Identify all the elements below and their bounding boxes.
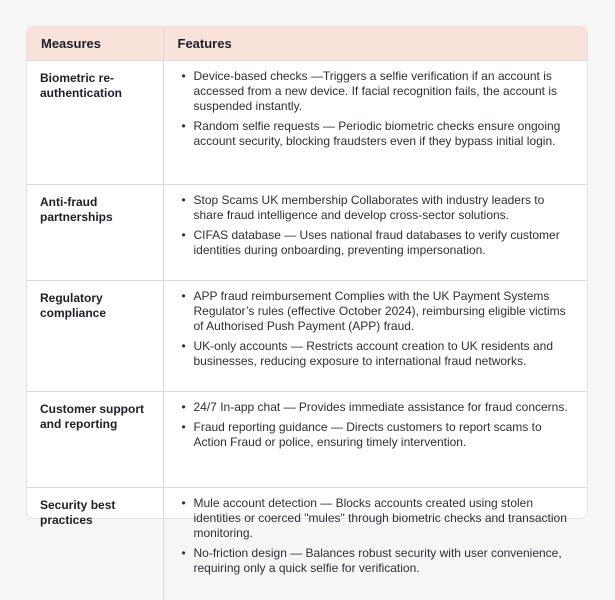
feature-list <box>180 400 578 450</box>
feature-text: UK-only accounts — Restricts account creation to UK residents and businesses, reducing exposure to international fraud networks. <box>194 339 554 368</box>
feature-item <box>180 546 578 576</box>
feature-text: No-friction design — Balances robust security with user convenience, requiring only a quick selfie for verification. <box>194 546 562 575</box>
feature-text: Fraud reporting guidance — Directs customers to report scams to Action Fraud or police, ensuring timely intervention. <box>194 420 542 449</box>
bullet-icon: • <box>182 119 186 134</box>
feature-text: CIFAS database — Uses national fraud databases to verify customer identities during onboarding, preventing impersonation. <box>194 228 560 257</box>
measure-cell: Security best practices <box>27 488 163 600</box>
column-header-features: Features <box>163 27 587 61</box>
feature-text: Random selfie requests — Periodic biometric checks ensure ongoing account security, blocking fraudsters even if they bypass initial login. <box>194 119 561 148</box>
feature-text: Device-based checks —Triggers a selfie verification if an account is accessed from a new device. If facial recognition fails, the account is suspended instantly. <box>194 69 558 113</box>
table-row <box>27 392 587 488</box>
feature-item <box>180 339 578 369</box>
measures-table-card <box>26 26 588 519</box>
column-header-measures: Measures <box>27 27 163 61</box>
bullet-icon: • <box>182 339 186 354</box>
measures-table <box>27 27 587 600</box>
bullet-icon: • <box>182 546 186 561</box>
bullet-icon: • <box>182 69 186 84</box>
feature-item <box>180 193 578 223</box>
bullet-icon: • <box>182 420 186 435</box>
table-header-row <box>27 27 587 61</box>
feature-list <box>180 193 578 258</box>
bullet-icon: • <box>182 193 186 208</box>
measure-cell: Regulatory compliance <box>27 281 163 392</box>
features-cell <box>163 488 587 600</box>
table-row <box>27 488 587 600</box>
feature-list <box>180 289 578 369</box>
feature-item <box>180 119 578 149</box>
feature-item <box>180 69 578 114</box>
feature-text: APP fraud reimbursement Complies with the UK Payment Systems Regulator’s rules (effective October 2024), reimbursing eligible victims of Authorised Push Payment (APP) fraud. <box>194 289 566 333</box>
measure-cell: Biometric re-authentication <box>27 61 163 185</box>
measure-cell: Customer support and reporting <box>27 392 163 488</box>
measure-cell: Anti-fraud partnerships <box>27 185 163 281</box>
bullet-icon: • <box>182 400 186 415</box>
table-row <box>27 61 587 185</box>
feature-list <box>180 69 578 149</box>
features-cell <box>163 185 587 281</box>
feature-item <box>180 400 578 415</box>
table-row <box>27 281 587 392</box>
table-row <box>27 185 587 281</box>
feature-item <box>180 289 578 334</box>
bullet-icon: • <box>182 289 186 304</box>
features-cell <box>163 61 587 185</box>
feature-text: Stop Scams UK membership Collaborates with industry leaders to share fraud intelligence and develop cross-sector solutions. <box>194 193 545 222</box>
feature-list <box>180 496 578 576</box>
feature-item <box>180 228 578 258</box>
feature-text: Mule account detection — Blocks accounts created using stolen identities or coerced "mules" through biometric checks and transaction monitoring. <box>194 496 567 540</box>
features-cell <box>163 392 587 488</box>
bullet-icon: • <box>182 496 186 511</box>
features-cell <box>163 281 587 392</box>
bullet-icon: • <box>182 228 186 243</box>
feature-item <box>180 420 578 450</box>
feature-item <box>180 496 578 541</box>
feature-text: 24/7 In-app chat — Provides immediate assistance for fraud concerns. <box>194 400 568 414</box>
